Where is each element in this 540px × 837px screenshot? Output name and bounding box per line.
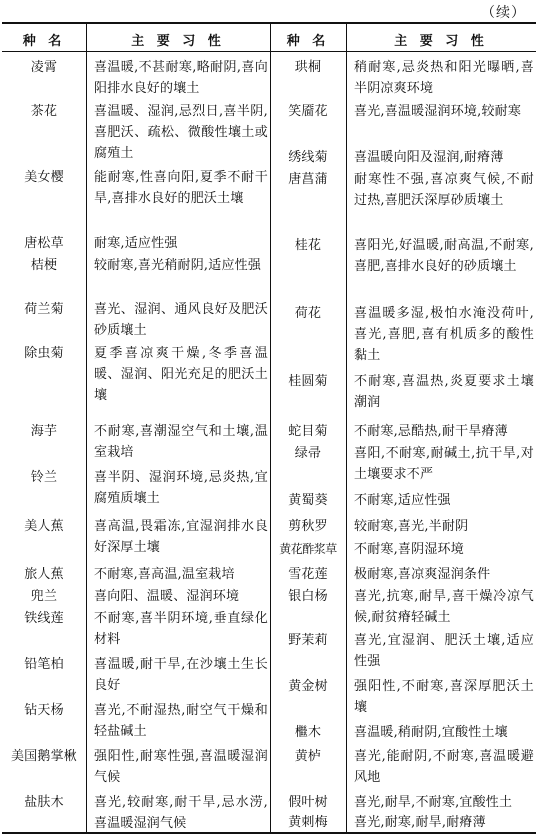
left-habit: 不耐寒,喜高温,温室栽培: [94, 567, 235, 582]
right-habit: 不耐寒,适应性强: [354, 493, 451, 508]
right-habit: 喜温暖向阳及湿润,耐瘠薄: [354, 150, 504, 165]
right-name: 唐菖蒲: [288, 172, 328, 187]
right-habit: 耐寒性不强,喜凉爽气候,不耐过热,喜肥沃深厚砂质壤土: [354, 172, 534, 208]
table-header: [2, 24, 536, 52]
right-habit: 强阳性,不耐寒,喜深厚肥沃土壤: [354, 679, 534, 715]
right-name: 黄花酢浆草: [279, 542, 337, 556]
left-name: 美人蕉: [24, 519, 64, 534]
right-habit: 喜光,宜湿润、肥沃土壤,适应性强: [354, 633, 534, 669]
left-name: 盐肤木: [24, 795, 64, 810]
left-name: 美国鹅掌楸: [10, 749, 77, 764]
left-name: 铃兰: [30, 470, 58, 485]
right-name: 黄栌: [294, 749, 322, 764]
left-habit: 喜半阴、湿润环境,忌炎热,宜腐殖质壤土: [94, 470, 268, 506]
right-name: 荷花: [294, 306, 322, 321]
left-name: 美女樱: [24, 170, 64, 185]
left-name: 唐松草: [24, 236, 64, 251]
right-name: 假叶树: [288, 795, 328, 810]
left-name: 旅人蕉: [24, 567, 64, 582]
right-name: 黄金树: [288, 679, 328, 694]
left-habit: 喜光,较耐寒,耐干旱,忌水涝,喜温暖湿润气候: [94, 795, 268, 831]
right-habit: 喜光,能耐阴,不耐寒,喜温暖避风地: [354, 749, 534, 785]
left-habit: 喜温暖、湿润,忌烈日,喜半阴,喜肥沃、疏松、微酸性壤土或腐殖土: [94, 104, 268, 161]
left-name: 除虫菊: [24, 346, 64, 361]
left-habit: 喜温暖,不甚耐寒,略耐阴,喜向阳排水良好的壤土: [94, 60, 268, 96]
right-name: 绿帚: [294, 446, 322, 461]
right-habit: 喜光,耐寒,耐旱,耐瘠薄: [354, 815, 486, 830]
left-name: 桔梗: [30, 258, 58, 273]
right-habit: 不耐寒,喜阴湿环境: [354, 542, 464, 557]
right-name: 笑靥花: [288, 104, 328, 119]
right-name: 桂圆菊: [288, 374, 328, 389]
left-habit: 喜光,不耐湿热,耐空气干燥和轻盐碱土: [94, 703, 268, 739]
left-habit: 能耐寒,性喜向阳,夏季不耐干旱,喜排水良好的肥沃土壤: [94, 170, 268, 206]
header-right-name: 种 名: [286, 34, 330, 49]
right-name: 银白杨: [288, 589, 328, 604]
right-name: 桂花: [294, 238, 322, 253]
continued-label: （续）: [481, 5, 526, 21]
right-habit: 喜光,喜温暖湿润环境,较耐寒: [354, 104, 522, 119]
right-name: 绣线菊: [288, 150, 328, 165]
right-name: 檵木: [294, 725, 322, 740]
plant-habit-table: [2, 22, 536, 834]
left-habit: 喜向阳、温暖、湿润环境: [94, 589, 240, 604]
column-divider: [86, 24, 87, 832]
left-habit: 夏季喜凉爽干燥,冬季喜温暖、湿润、阳光充足的肥沃土壤: [94, 346, 268, 403]
column-divider: [346, 24, 347, 832]
header-left-name: 种 名: [22, 34, 66, 49]
left-habit: 喜温暖,耐干旱,在沙壤土生长良好: [94, 657, 268, 693]
header-right-habit: 主 要 习 性: [394, 34, 488, 49]
right-habit: 不耐寒,喜温热,炎夏要求土壤潮润: [354, 374, 534, 410]
right-habit: 不耐寒,忌酷热,耐干旱瘠薄: [354, 424, 508, 439]
left-habit: 较耐寒,喜光稍耐阴,适应性强: [94, 258, 262, 273]
header-left-habit: 主 要 习 性: [131, 34, 225, 49]
right-habit: 喜阳,不耐寒,耐碱土,抗干旱,对土壤要求不严: [354, 446, 534, 482]
right-name: 黄蜀葵: [288, 493, 328, 508]
left-habit: 喜光、湿润、通风良好及肥沃砂质壤土: [94, 302, 268, 338]
left-name: 茶花: [30, 104, 58, 119]
right-name: 野茉莉: [288, 633, 328, 648]
left-habit: 不耐寒,喜半阴环境,垂直绿化材料: [94, 611, 268, 647]
right-name: 蛇目菊: [288, 424, 328, 439]
left-habit: 不耐寒,喜潮湿空气和土壤,温室栽培: [94, 424, 268, 460]
left-habit: 强阳性,耐寒性强,喜温暖湿润气候: [94, 749, 268, 785]
right-habit: 稍耐寒,忌炎热和阳光曝晒,喜半阴凉爽环境: [354, 60, 534, 96]
left-name: 钻天杨: [24, 703, 64, 718]
left-habit: 耐寒,适应性强: [94, 236, 178, 251]
left-habit: 喜高温,畏霜冻,宜湿润排水良好深厚土壤: [94, 519, 268, 555]
right-name: 黄刺梅: [288, 815, 328, 830]
right-name: 珙桐: [294, 60, 322, 75]
right-habit: 喜温暖多湿,极怕水淹没荷叶,喜光,喜肥,喜有机质多的酸性黏土: [354, 306, 534, 363]
left-name: 兜兰: [30, 589, 58, 604]
right-name: 剪秋罗: [288, 519, 328, 534]
left-name: 海芋: [30, 424, 58, 439]
right-habit: 喜光,耐旱,不耐寒,宜酸性土: [354, 795, 513, 810]
right-habit: 喜光,抗寒,耐旱,喜干燥冷凉气候,耐贫瘠轻碱土: [354, 589, 534, 625]
right-habit: 极耐寒,喜凉爽湿润条件: [354, 567, 491, 582]
right-habit: 较耐寒,喜光,半耐阴: [354, 519, 469, 534]
right-habit: 喜阳光,好温暖,耐高温,不耐寒,喜肥,喜排水良好的砂质壤土: [354, 238, 534, 274]
left-name: 铁线莲: [24, 611, 64, 626]
left-name: 荷兰菊: [24, 302, 64, 317]
left-name: 铅笔柏: [24, 657, 64, 672]
right-habit: 喜温暖,稍耐阴,宜酸性土壤: [354, 725, 508, 740]
left-name: 凌霄: [30, 60, 58, 75]
right-name: 雪花莲: [288, 567, 328, 582]
